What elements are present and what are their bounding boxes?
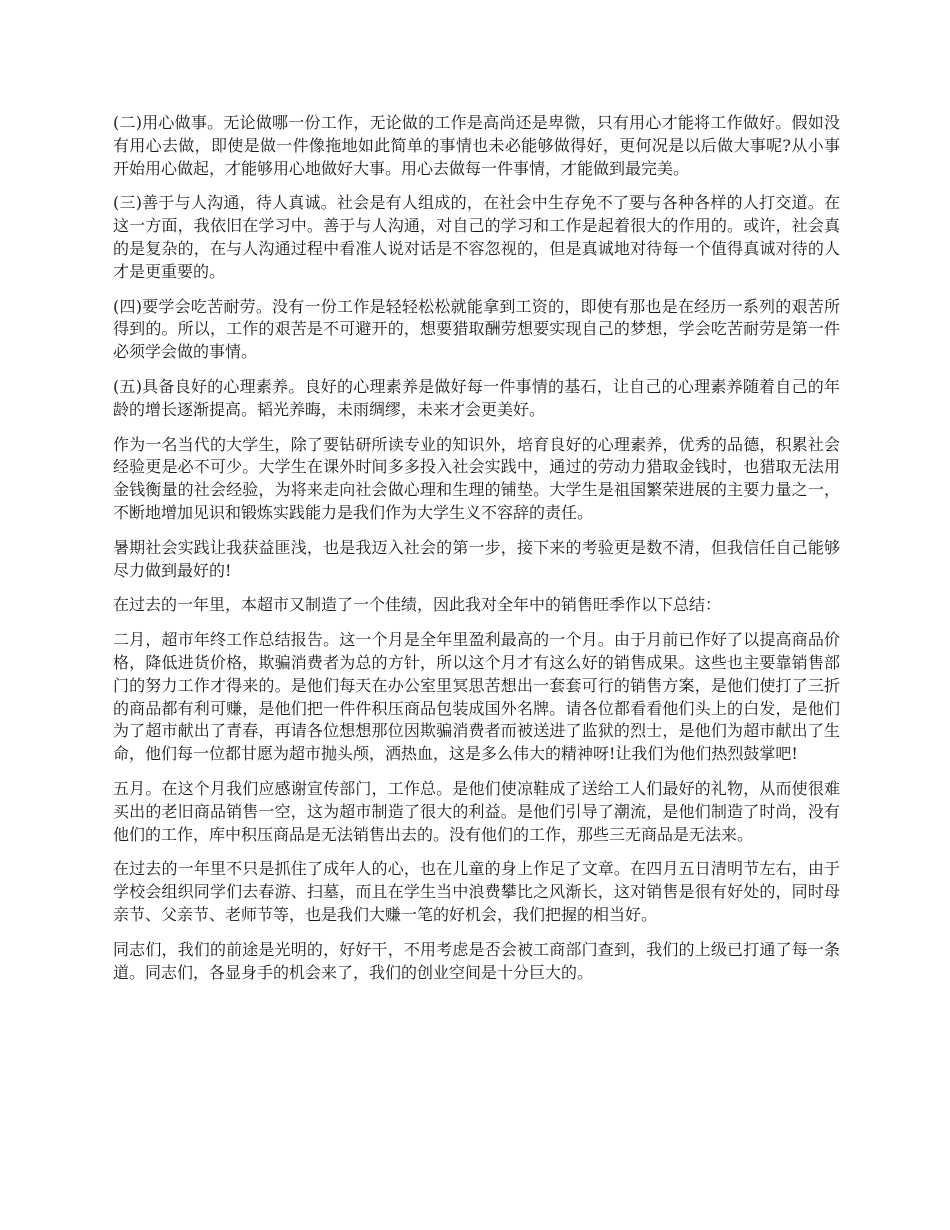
paragraph-february: 二月，超市年终工作总结报告。这一个月是全年里盈利最高的一个月。由于月前已作好了以提高商品价格，降低进货价格，欺骗消费者为总的方针，所以这个月才有这么好的销售成果。这些也主要靠销售部门的努力工作才得来的。是他们每天在办公室里冥思苦想出一套套可行的销售方案，是他们使打了三折的商品都有利可赚，是他们把一件件积压商品包装成国外名牌。请各位都看看他们头上的白发，是他们为了超市献出了青春，再请各位想想那位因欺骗消费者而被送进了监狱的烈士，是他们为超市献出了生命，他们每一位都甘愿为超市抛头颅，洒热血，这是多么伟大的精神呀!让我们为他们热烈鼓掌吧! xyxy=(113,630,840,764)
document-body xyxy=(113,112,840,996)
paragraph-year-summary-intro: 在过去的一年里，本超市又制造了一个佳绩，因此我对全年中的销售旺季作以下总结： xyxy=(113,595,722,615)
paragraph-college-student: 作为一名当代的大学生，除了要钻研所读专业的知识外，培育良好的心理素养，优秀的品德，积累社会经验更是必不可少。大学生在课外时间多多投入社会实践中，通过的劳动力猎取金钱时，也猎取无法用金钱衡量的社会经验，为将来走向社会做心理和生理的铺垫。大学生是祖国繁荣进展的主要力量之一，不断地增加见识和锻炼实践能力是我们作为大学生义不容辞的责任。 xyxy=(113,434,840,522)
paragraph-2-attentive-work: (二)用心做事。无论做哪一份工作，无论做的工作是高尚还是卑微，只有用心才能将工作做好。假如没有用心去做，即使是做一件像拖地如此简单的事情也未必能够做得好，更何况是以后做大事呢?从小事开始用心做起，才能够用心地做好大事。用心去做每一件事情，才能做到最完美。 xyxy=(113,113,840,178)
paragraph-4-hard-work: (四)要学会吃苦耐劳。没有一份工作是轻轻松松就能拿到工资的，即使有那也是在经历一系列的艰苦所得到的。所以，工作的艰苦是不可避开的，想要猎取酬劳想要实现自己的梦想，学会吃苦耐劳是第一件必须学会做的事情。 xyxy=(113,296,840,362)
paragraph-may: 五月。在这个月我们应感谢宣传部门，工作总。是他们使凉鞋成了送给工人们最好的礼物，从而使很难买出的老旧商品销售一空，这为超市制造了很大的利益。是他们引导了潮流，是他们制造了时尚，没有他们的工作，库中积压商品是无法销售出去的。没有他们的工作，那些三无商品是无法来。 xyxy=(113,778,840,844)
paragraph-5-psychology: (五)具备良好的心理素养。良好的心理素养是做好每一件事情的基石，让自己的心理素养随着自己的年龄的增长逐渐提高。韬光养晦，未雨绸缪，未来才会更美好。 xyxy=(113,376,840,419)
paragraph-closing: 同志们，我们的前途是光明的，好好干，不用考虑是否会被工商部门查到，我们的上级已打通了每一条道。同志们，各显身手的机会来了，我们的创业空间是十分巨大的。 xyxy=(113,939,840,982)
paragraph-summer-practice: 暑期社会实践让我获益匪浅，也是我迈入社会的第一步，接下来的考验更是数不清，但我信任自己能够尽力做到最好的! xyxy=(113,537,840,580)
paragraph-children: 在过去的一年里不只是抓住了成年人的心，也在儿童的身上作足了文章。在四月五日清明节左右，由于学校会组织同学们去春游、扫墓，而且在学生当中浪费攀比之风渐长，这对销售是很有好处的，同时母亲节、父亲节、老师节等，也是我们大赚一笔的好机会，我们把握的相当好。 xyxy=(113,859,840,924)
paragraph-3-communication: (三)善于与人沟通，待人真诚。社会是有人组成的，在社会中生存免不了要与各种各样的人打交道。在这一方面，我依旧在学习中。善于与人沟通，对自己的学习和工作是起着很大的作用的。或许，社会真的是复杂的，在与人沟通过程中看准人说对话是不容忽视的，但是真诚地对待每一个值得真诚对待的人才是更重要的。 xyxy=(113,193,840,281)
